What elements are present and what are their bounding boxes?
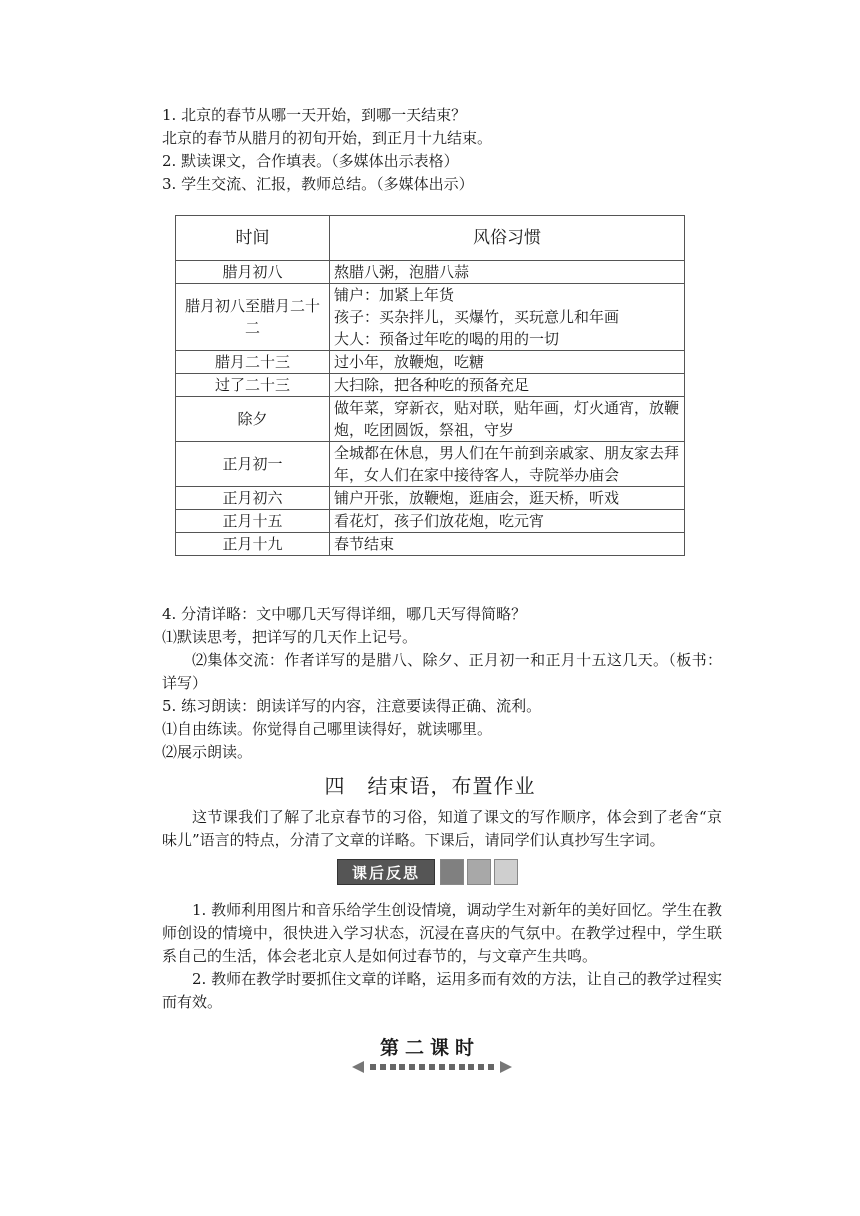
header-time: 时间 <box>176 216 330 261</box>
table-row <box>176 510 685 533</box>
lesson-title-ornament <box>352 1060 512 1074</box>
row-time: 正月十五 <box>176 510 330 533</box>
row-time: 腊月初八 <box>176 261 330 284</box>
table-row <box>176 351 685 374</box>
table-row <box>176 442 685 487</box>
row-customs: 熬腊八粥，泡腊八蒜 <box>330 261 685 284</box>
decor-square <box>467 859 491 885</box>
decor-square <box>440 859 464 885</box>
table-row <box>176 374 685 397</box>
section-4-body: 这节课我们了解了北京春节的习俗，知道了课文的写作顺序，体会到了老舍“京味儿”语言的特点，分清了文章的详略。下课后，请同学们认真抄写生字词。 <box>162 808 722 849</box>
question-5-item-2: ⑵展示朗读。 <box>162 743 253 761</box>
customs-line: 大人：预备过年吃的喝的用的一切 <box>334 330 560 348</box>
ornament-right-arrow-icon <box>500 1061 512 1073</box>
row-time: 腊月初八至腊月二十二 <box>176 284 330 351</box>
lesson-title: 第二课时 <box>379 1037 480 1059</box>
table-row <box>176 533 685 556</box>
reflection-text-2: 2. 教师在教学时要抓住文章的详略，运用多而有效的方法，让自己的教学过程实而有效。 <box>162 970 722 1011</box>
table-header-row <box>176 216 685 261</box>
section-4-heading <box>0 770 860 799</box>
reflection-label: 课后反思 <box>337 859 435 885</box>
reflection-banner <box>337 859 518 885</box>
question-4-item-1: ⑴默读思考，把详写的几天作上记号。 <box>162 628 418 646</box>
question-1: 1. 北京的春节从哪一天开始，到哪一天结束？ <box>162 106 467 124</box>
ornament-left-arrow-icon <box>352 1061 364 1073</box>
customs-line: 铺户：加紧上年货 <box>334 286 455 304</box>
row-time: 腊月二十三 <box>176 351 330 374</box>
question-2: 2. 默读课文，合作填表。（多媒体出示表格） <box>162 152 459 170</box>
row-customs <box>330 284 685 351</box>
row-customs: 铺户开张，放鞭炮，逛庙会，逛天桥，听戏 <box>330 487 685 510</box>
row-customs: 大扫除，把各种吃的预备充足 <box>330 374 685 397</box>
section-4-number: 四 <box>324 774 346 798</box>
section-4-title: 结束语，布置作业 <box>367 774 536 798</box>
section-4-body-para <box>162 806 722 852</box>
table-row <box>176 261 685 284</box>
row-time: 正月初六 <box>176 487 330 510</box>
row-customs: 春节结束 <box>330 533 685 556</box>
table-row <box>176 487 685 510</box>
answer-1: 北京的春节从腊月的初旬开始，到正月十九结束。 <box>162 129 493 147</box>
table-row <box>176 284 685 351</box>
reflection-para-1 <box>162 899 722 968</box>
table-row <box>176 397 685 442</box>
row-time: 除夕 <box>176 397 330 442</box>
customs-table <box>175 215 685 556</box>
row-time: 正月初一 <box>176 442 330 487</box>
decor-square <box>494 859 518 885</box>
reflection-para-2 <box>162 968 722 1014</box>
question-4-item-2-para <box>162 649 722 695</box>
row-customs: 全城都在休息，男人们在午前到亲戚家、朋友家去拜年，女人们在家中接待客人，寺院举办庙会 <box>330 442 685 487</box>
question-4-item-2: ⑵集体交流：作者详写的是腊八、除夕、正月初一和正月十五这几天。（板书：详写） <box>162 651 722 692</box>
question-5: 5. 练习朗读：朗读详写的内容，注意要读得正确、流利。 <box>162 697 542 715</box>
question-4: 4. 分清详略：文中哪几天写得详细，哪几天写得简略？ <box>162 605 527 623</box>
row-time: 过了二十三 <box>176 374 330 397</box>
question-3: 3. 学生交流、汇报，教师总结。（多媒体出示） <box>162 175 474 193</box>
row-customs: 看花灯，孩子们放花炮，吃元宵 <box>330 510 685 533</box>
reflection-text-1: 1. 教师利用图片和音乐给学生创设情境，调动学生对新年的美好回忆。学生在教师创设的情境中，很快进入学习状态，沉浸在喜庆的气氛中。在教学过程中，学生联系自己的生活，体会老北京人是如何过春节的，与文章产生共鸣。 <box>162 901 722 965</box>
customs-line: 孩子：买杂拌儿，买爆竹，买玩意儿和年画 <box>334 308 620 326</box>
row-customs: 做年菜，穿新衣，贴对联，贴年画，灯火通宵，放鞭炮，吃团圆饭，祭祖，守岁 <box>330 397 685 442</box>
header-customs: 风俗习惯 <box>330 216 685 261</box>
ornament-dots <box>364 1064 500 1070</box>
row-time: 正月十九 <box>176 533 330 556</box>
row-customs: 过小年，放鞭炮，吃糖 <box>330 351 685 374</box>
question-5-item-1: ⑴自由练读。你觉得自己哪里读得好，就读哪里。 <box>162 720 493 738</box>
